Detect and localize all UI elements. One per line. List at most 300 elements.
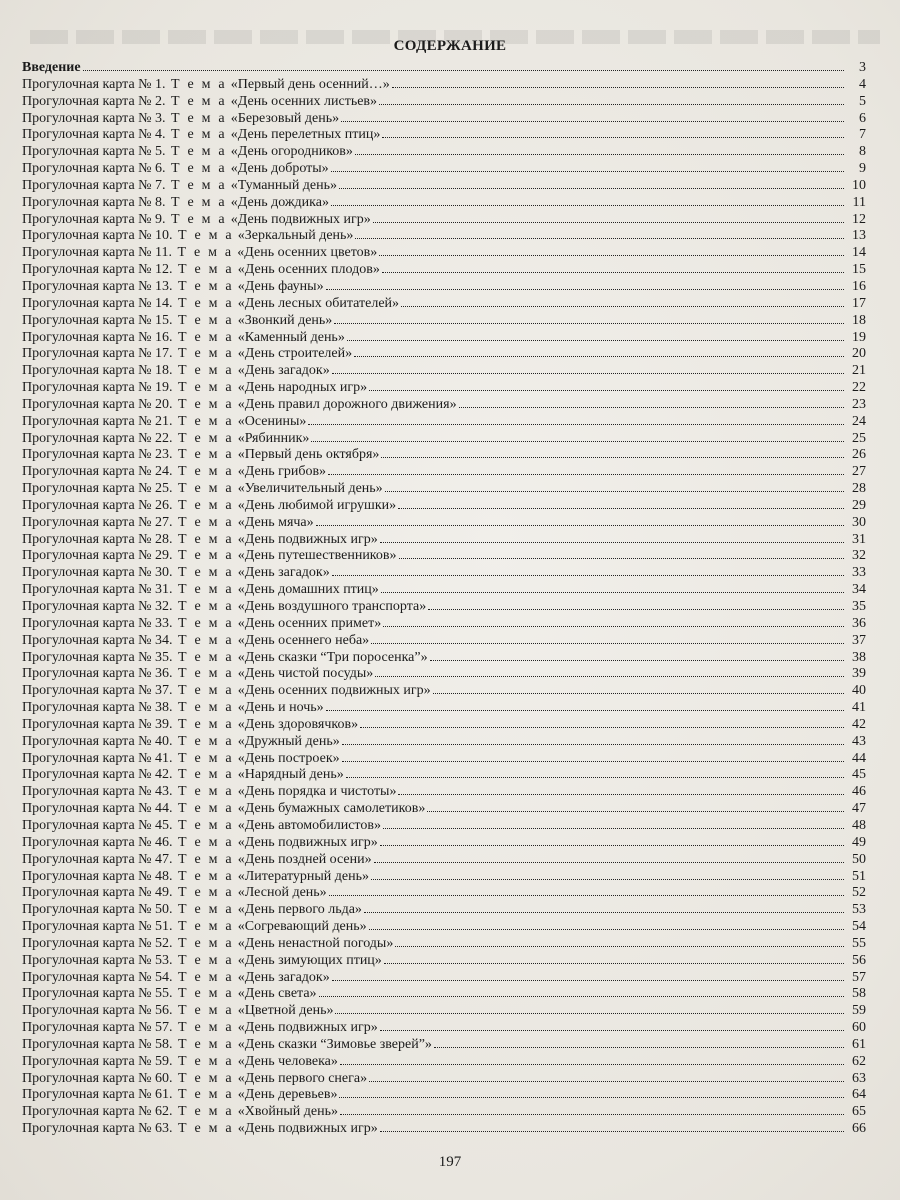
toc-entry-page: 8 <box>859 144 866 160</box>
toc-entry-page: 55 <box>852 935 866 951</box>
toc-entry-topic: «День сказки “Зимовье зверей”» <box>237 1036 432 1052</box>
toc-entry-tema: Т е м а <box>178 346 234 362</box>
dot-leader <box>326 277 844 290</box>
toc-entry-topic: «День строителей» <box>237 346 353 362</box>
toc-entry-topic: «День мяча» <box>237 514 314 530</box>
dot-leader <box>398 496 844 509</box>
toc-entry-tema: Т е м а <box>171 177 227 193</box>
dot-leader <box>384 951 844 964</box>
toc-entry-tema: Т е м а <box>178 851 234 867</box>
toc-entry-topic: «День загадок» <box>237 969 330 985</box>
toc-entry-label <box>22 330 345 347</box>
toc-entry-tema: Т е м а <box>178 380 234 396</box>
toc-entry-topic: «Звонкий день» <box>237 312 333 328</box>
toc-entry-label <box>22 1054 338 1071</box>
toc-entry-topic: «Рябинник» <box>237 430 310 446</box>
toc-entry-page: 30 <box>852 514 866 530</box>
toc-entry <box>22 1085 866 1102</box>
dot-leader <box>340 1052 844 1065</box>
toc-entry-topic: «Зеркальный день» <box>237 228 354 244</box>
toc-entry-page: 36 <box>852 615 866 631</box>
toc-entry <box>22 664 866 681</box>
dot-leader <box>331 193 844 206</box>
dot-leader <box>332 361 844 374</box>
toc-entry-tema: Т е м а <box>178 750 234 766</box>
toc-entry-topic: «День домашних птиц» <box>237 582 379 598</box>
toc-entry-prefix: Прогулочная карта № 6. <box>22 161 166 177</box>
toc-entry-tema: Т е м а <box>178 885 234 901</box>
toc-entry-tema: Т е м а <box>171 93 227 109</box>
dot-leader <box>385 479 844 492</box>
toc-entry-page: 45 <box>852 767 866 783</box>
toc-entry <box>22 260 866 277</box>
toc-entry-tema: Т е м а <box>178 868 234 884</box>
toc-entry-topic: «Цветной день» <box>237 1003 334 1019</box>
toc-entry-label <box>22 228 353 245</box>
toc-entry-page: 26 <box>852 447 866 463</box>
toc-entry-tema: Т е м а <box>178 1003 234 1019</box>
dot-leader <box>355 142 844 155</box>
toc-entry-prefix: Прогулочная карта № 29. <box>22 548 173 564</box>
toc-entry-page: 19 <box>852 329 866 345</box>
toc-entry-page: 48 <box>852 817 866 833</box>
toc-entry-page: 4 <box>859 76 866 92</box>
toc-entry-prefix: Прогулочная карта № 34. <box>22 632 173 648</box>
toc-entry-tema: Т е м а <box>177 245 234 261</box>
toc-entry <box>22 833 866 850</box>
dot-leader <box>339 1085 844 1098</box>
dot-leader <box>374 850 844 863</box>
toc-entry-topic: «Согревающий день» <box>237 919 367 935</box>
toc-entry-topic: «Хвойный день» <box>237 1104 339 1120</box>
toc-entry-topic: «День любимой игрушки» <box>237 497 397 513</box>
toc-entry-tema: Т е м а <box>178 1087 234 1103</box>
toc-entry-tema: Т е м а <box>178 295 234 311</box>
toc-entry-topic: «День народных игр» <box>237 380 368 396</box>
toc-entry-prefix: Прогулочная карта № 24. <box>22 464 173 480</box>
dot-leader <box>319 984 844 997</box>
toc-entry-label <box>22 1003 333 1020</box>
toc-entry <box>22 395 866 412</box>
toc-entry-tema: Т е м а <box>178 497 234 513</box>
toc-entry-topic: «День загадок» <box>237 363 330 379</box>
toc-entry-label <box>22 582 379 599</box>
toc-entry-page: 5 <box>859 93 866 109</box>
toc-entry-prefix: Прогулочная карта № 18. <box>22 363 173 379</box>
toc-entry <box>22 1119 866 1136</box>
toc-entry-label <box>22 1121 378 1138</box>
toc-entry-prefix: Прогулочная карта № 30. <box>22 565 173 581</box>
toc-entry <box>22 681 866 698</box>
toc-entry-topic: «День подвижных игр» <box>230 211 371 227</box>
table-of-contents <box>22 58 866 1136</box>
toc-entry-label <box>22 986 317 1003</box>
toc-entry-label <box>22 380 367 397</box>
toc-entry-label <box>22 616 381 633</box>
dot-leader <box>373 210 844 223</box>
toc-entry <box>22 226 866 243</box>
toc-entry-tema: Т е м а <box>178 599 234 614</box>
toc-entry-topic: «День построек» <box>237 750 340 766</box>
toc-entry-page: 53 <box>852 902 866 918</box>
toc-entry-prefix: Прогулочная карта № 43. <box>22 784 173 800</box>
toc-entry-tema: Т е м а <box>178 919 234 935</box>
toc-entry-label <box>22 212 371 229</box>
toc-entry-prefix: Прогулочная карта № 44. <box>22 801 173 817</box>
toc-entry-prefix: Прогулочная карта № 3. <box>22 110 166 126</box>
toc-entry-tema: Т е м а <box>178 1053 234 1069</box>
toc-entry-tema: Т е м а <box>178 329 234 345</box>
toc-entry <box>22 782 866 799</box>
toc-entry-page: 27 <box>852 464 866 480</box>
toc-entry-topic: «День воздушного транспорта» <box>237 599 427 614</box>
toc-entry-tema: Т е м а <box>178 447 234 463</box>
toc-entry-tema: Т е м а <box>178 733 234 749</box>
toc-entry <box>22 580 866 597</box>
toc-entry-topic: «Увеличительный день» <box>237 481 383 497</box>
toc-entry-label <box>22 902 362 919</box>
dot-leader <box>371 631 844 644</box>
toc-entry-prefix: Прогулочная карта № 36. <box>22 666 173 682</box>
toc-entry-page: 38 <box>852 649 866 665</box>
toc-entry-page: 7 <box>859 127 866 143</box>
toc-entry-page: 49 <box>852 834 866 850</box>
toc-entry-tema: Т е м а <box>178 716 234 732</box>
toc-entry-prefix: Прогулочная карта № 32. <box>22 599 173 614</box>
dot-leader <box>399 546 844 559</box>
toc-entry-tema: Т е м а <box>178 952 234 968</box>
toc-entry-page: 3 <box>859 60 866 75</box>
toc-entry-page: 25 <box>852 430 866 446</box>
toc-entry-prefix: Прогулочная карта № 28. <box>22 531 173 547</box>
toc-entry-page: 22 <box>852 380 866 396</box>
dot-leader <box>382 125 844 138</box>
dot-leader <box>375 664 844 677</box>
toc-entry <box>22 631 866 648</box>
toc-entry <box>22 917 866 934</box>
toc-entry <box>22 698 866 715</box>
toc-entry-topic: «День лесных обитателей» <box>237 295 400 311</box>
toc-entry-page: 13 <box>852 228 866 244</box>
toc-entry-tema: Т е м а <box>178 767 234 783</box>
toc-entry <box>22 75 866 92</box>
toc-entry-topic: «Первый день октября» <box>237 447 380 463</box>
dot-leader <box>328 462 844 475</box>
toc-entry-label <box>22 144 353 161</box>
toc-entry-tema: Т е м а <box>178 986 234 1002</box>
toc-entry-page: 62 <box>852 1053 866 1069</box>
toc-entry-label <box>22 161 329 178</box>
dot-leader <box>342 749 844 762</box>
toc-entry-prefix: Прогулочная карта № 19. <box>22 380 173 396</box>
dot-leader <box>342 732 844 745</box>
toc-entry-topic: «День первого льда» <box>237 902 362 918</box>
toc-entry-page: 41 <box>852 700 866 716</box>
toc-entry-page: 66 <box>852 1121 866 1137</box>
toc-entry-label <box>22 767 344 784</box>
dot-leader <box>360 715 844 728</box>
toc-entry <box>22 479 866 496</box>
toc-entry <box>22 951 866 968</box>
toc-entry-prefix: Прогулочная карта № 58. <box>22 1036 173 1052</box>
dot-leader <box>326 698 844 711</box>
toc-entry-label <box>22 666 373 683</box>
toc-entry-tema: Т е м а <box>178 228 234 244</box>
toc-entry <box>22 597 866 614</box>
toc-entry-label <box>22 936 393 953</box>
dot-leader <box>427 799 844 812</box>
dot-leader <box>332 968 844 981</box>
dot-leader <box>355 226 844 239</box>
toc-entry-page: 61 <box>852 1036 866 1052</box>
toc-entry-topic: «День дождика» <box>230 194 329 210</box>
toc-entry-topic: «День деревьев» <box>237 1087 338 1103</box>
toc-entry-tema: Т е м а <box>178 363 234 379</box>
dot-leader <box>383 614 844 627</box>
toc-entry <box>22 159 866 176</box>
toc-entry-page: 46 <box>852 784 866 800</box>
toc-entry-label <box>22 801 425 818</box>
dot-leader <box>382 260 844 273</box>
toc-entry-label: Введение <box>22 60 81 75</box>
dot-leader <box>381 445 844 458</box>
toc-entry-page: 12 <box>852 211 866 227</box>
toc-entry-tema: Т е м а <box>178 649 234 665</box>
toc-entry-label <box>22 195 329 212</box>
dot-leader <box>311 429 844 442</box>
toc-entry-tema: Т е м а <box>178 262 234 278</box>
toc-entry <box>22 883 866 900</box>
toc-entry-tema: Т е м а <box>178 396 234 412</box>
toc-entry-label <box>22 178 337 195</box>
toc-entry-page: 28 <box>852 481 866 497</box>
toc-entry <box>22 1018 866 1035</box>
toc-entry-page: 52 <box>852 885 866 901</box>
toc-entry-topic: «День фауны» <box>237 278 324 294</box>
toc-entry-page: 44 <box>852 750 866 766</box>
dot-leader <box>398 782 844 795</box>
toc-entry-label <box>22 869 369 886</box>
toc-entry-prefix: Прогулочная карта № 51. <box>22 919 173 935</box>
toc-entry <box>22 361 866 378</box>
toc-entry-prefix: Прогулочная карта № 41. <box>22 750 173 766</box>
toc-entry-topic: «День порядка и чистоты» <box>237 784 397 800</box>
toc-entry-prefix: Прогулочная карта № 50. <box>22 902 173 918</box>
toc-entry <box>22 429 866 446</box>
toc-entry <box>22 563 866 580</box>
toc-entry-prefix: Прогулочная карта № 15. <box>22 312 173 328</box>
toc-entry-prefix: Прогулочная карта № 2. <box>22 93 166 109</box>
dot-leader <box>380 1119 844 1132</box>
toc-entry-topic: «День перелетных птиц» <box>230 127 381 143</box>
toc-entry-label <box>22 414 306 431</box>
toc-entry-topic: «День подвижных игр» <box>237 1121 378 1137</box>
toc-entry-label <box>22 565 330 582</box>
toc-entry-page: 15 <box>852 262 866 278</box>
toc-entry-prefix: Прогулочная карта № 53. <box>22 952 173 968</box>
toc-entry <box>22 765 866 782</box>
toc-entry-page: 6 <box>859 110 866 126</box>
toc-entry-page: 33 <box>852 565 866 581</box>
toc-entry-page: 32 <box>852 548 866 564</box>
toc-entry <box>22 1035 866 1052</box>
toc-entry-label <box>22 77 390 94</box>
toc-entry-topic: «День осенних подвижных игр» <box>237 683 431 699</box>
toc-entry-topic: «День подвижных игр» <box>237 531 378 547</box>
toc-entry <box>22 648 866 665</box>
toc-entry-tema: Т е м а <box>178 413 234 429</box>
toc-entry <box>22 378 866 395</box>
toc-entry-label <box>22 1087 337 1104</box>
toc-entry <box>22 513 866 530</box>
toc-entry-page: 23 <box>852 396 866 412</box>
toc-entry-topic: «Нарядный день» <box>237 767 344 783</box>
toc-entry-topic: «Березовый день» <box>230 110 340 126</box>
toc-entry-prefix: Прогулочная карта № 59. <box>22 1053 173 1069</box>
toc-entry-label <box>22 94 377 111</box>
toc-entry-page: 11 <box>852 194 866 210</box>
toc-entry <box>22 176 866 193</box>
toc-entry-prefix: Прогулочная карта № 9. <box>22 211 166 227</box>
toc-entry-label <box>22 515 314 532</box>
toc-entry-prefix: Прогулочная карта № 14. <box>22 295 173 311</box>
toc-entry <box>22 92 866 109</box>
toc-entry-topic: «День осенних примет» <box>237 615 382 631</box>
dot-leader <box>341 109 844 122</box>
toc-entry-tema: Т е м а <box>171 194 227 210</box>
toc-entry-label <box>22 700 324 717</box>
dot-leader <box>83 58 844 71</box>
toc-entry-page: 63 <box>852 1070 866 1086</box>
toc-entry-prefix: Прогулочная карта № 31. <box>22 582 173 598</box>
toc-entry-label <box>22 852 372 869</box>
toc-entry <box>22 462 866 479</box>
toc-entry-tema: Т е м а <box>178 1036 234 1052</box>
toc-entry-tema: Т е м а <box>178 700 234 716</box>
toc-entry-label <box>22 835 378 852</box>
dot-leader <box>459 395 844 408</box>
toc-entry <box>22 732 866 749</box>
toc-entry-page: 39 <box>852 666 866 682</box>
toc-entry-tema: Т е м а <box>178 430 234 446</box>
toc-entry-topic: «День человека» <box>237 1053 338 1069</box>
dot-leader <box>346 765 844 778</box>
toc-entry-label <box>22 279 324 296</box>
toc-entry <box>22 816 866 833</box>
toc-entry-page: 54 <box>852 919 866 935</box>
toc-entry <box>22 412 866 429</box>
toc-entry-prefix: Прогулочная карта № 35. <box>22 649 173 665</box>
toc-entry-topic: «День осенних цветов» <box>237 245 378 261</box>
toc-entry-label <box>22 245 377 262</box>
dot-leader <box>340 1102 844 1115</box>
toc-entry-label <box>22 532 378 549</box>
toc-entry <box>22 445 866 462</box>
toc-entry-prefix: Прогулочная карта № 23. <box>22 447 173 463</box>
toc-entry <box>22 968 866 985</box>
toc-entry <box>22 109 866 126</box>
toc-entry-label <box>22 734 340 751</box>
toc-entry <box>22 210 866 227</box>
dot-leader <box>380 1018 844 1031</box>
toc-entry-prefix: Прогулочная карта № 4. <box>22 127 166 143</box>
dot-leader <box>371 867 844 880</box>
dot-leader <box>401 294 844 307</box>
dot-leader <box>339 176 844 189</box>
toc-entry-topic: «День подвижных игр» <box>237 1020 378 1036</box>
dot-leader <box>331 159 844 172</box>
toc-entry-prefix: Прогулочная карта № 49. <box>22 885 173 901</box>
toc-entry-tema: Т е м а <box>178 565 234 581</box>
toc-entry-page: 14 <box>852 245 866 261</box>
toc-entry-label <box>22 919 367 936</box>
toc-entry-topic: «День чистой посуды» <box>237 666 374 682</box>
toc-entry-label <box>22 818 381 835</box>
toc-entry-prefix: Прогулочная карта № 55. <box>22 986 173 1002</box>
toc-entry-topic: «Лесной день» <box>237 885 327 901</box>
toc-entry-prefix: Прогулочная карта № 40. <box>22 733 173 749</box>
dot-leader <box>369 917 844 930</box>
toc-entry-page: 42 <box>852 716 866 732</box>
toc-entry <box>22 1052 866 1069</box>
toc-entry-tema: Т е м а <box>178 834 234 850</box>
toc-entry-tema: Т е м а <box>178 278 234 294</box>
toc-entry <box>22 850 866 867</box>
toc-entry <box>22 900 866 917</box>
toc-entry-tema: Т е м а <box>171 211 227 227</box>
toc-entry-page: 17 <box>852 295 866 311</box>
toc-entry-prefix: Прогулочная карта № 10. <box>22 228 173 244</box>
toc-entry-page: 51 <box>852 868 866 884</box>
toc-entry-topic: «День правил дорожного движения» <box>237 396 457 412</box>
toc-entry-topic: «День поздней осени» <box>237 851 372 867</box>
toc-entry-prefix: Прогулочная карта № 1. <box>22 76 166 92</box>
toc-entry-topic: «Каменный день» <box>237 329 345 345</box>
toc-entry-tema: Т е м а <box>178 1070 234 1086</box>
toc-entry-prefix: Прогулочная карта № 33. <box>22 615 173 631</box>
toc-entry-page: 37 <box>852 632 866 648</box>
toc-entry-label <box>22 313 332 330</box>
toc-entry-label <box>22 346 352 363</box>
toc-entry-topic: «День сказки “Три поросенка”» <box>237 649 428 665</box>
toc-entry-prefix: Прогулочная карта № 47. <box>22 851 173 867</box>
toc-entry-topic: «День ненастной погоды» <box>237 935 394 951</box>
toc-entry-topic: «День осенних листьев» <box>230 93 378 109</box>
toc-entry-tema: Т е м а <box>178 632 234 648</box>
toc-entry-prefix: Прогулочная карта № 39. <box>22 716 173 732</box>
toc-entry-label <box>22 784 396 801</box>
toc-entry-tema: Т е м а <box>178 481 234 497</box>
toc-entry <box>22 142 866 159</box>
toc-entry-page: 34 <box>852 582 866 598</box>
toc-entry-prefix: Прогулочная карта № 8. <box>22 194 166 210</box>
toc-entry-tema: Т е м а <box>178 1121 234 1137</box>
toc-entry-prefix: Прогулочная карта № 54. <box>22 969 173 985</box>
toc-entry-label <box>22 751 340 768</box>
toc-entry <box>22 1102 866 1119</box>
toc-entry-prefix: Прогулочная карта № 13. <box>22 278 173 294</box>
toc-entry-label <box>22 885 327 902</box>
toc-entry-tema: Т е м а <box>178 666 234 682</box>
toc-entry-topic: «День грибов» <box>237 464 327 480</box>
toc-entry-page: 64 <box>852 1087 866 1103</box>
dot-leader <box>380 530 844 543</box>
toc-entry <box>22 934 866 951</box>
toc-entry <box>22 867 866 884</box>
toc-entry-tema: Т е м а <box>178 312 234 328</box>
toc-entry-tema: Т е м а <box>178 683 234 699</box>
toc-entry-label <box>22 481 383 498</box>
